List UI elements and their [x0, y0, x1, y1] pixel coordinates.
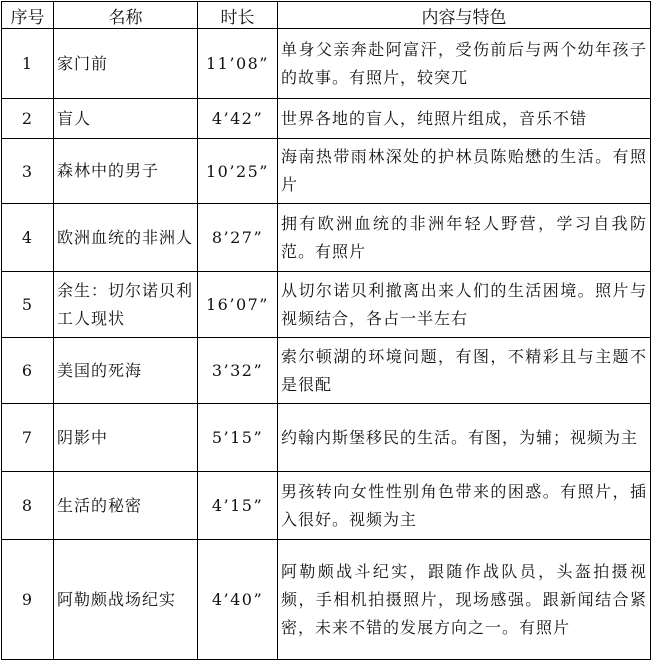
row-name: 盲人 [54, 99, 198, 139]
row-number: 1 [2, 29, 54, 99]
row-content: 阿勒颇战斗纪实，跟随作战队员，头盔拍摄视频，手相机拍摄照片，现场感强。跟新闻结合紧密，未来不错的发展方向之一。有照片 [278, 540, 651, 660]
row-duration: 5’15” [198, 404, 278, 472]
row-name: 美国的死海 [54, 338, 198, 404]
row-number: 3 [2, 139, 54, 204]
row-number: 7 [2, 404, 54, 472]
row-name: 家门前 [54, 29, 198, 99]
table-row [2, 204, 651, 272]
row-content: 从切尔诺贝利撤离出来人们的生活困境。照片与视频结合，各占一半左右 [278, 272, 651, 338]
row-number: 5 [2, 272, 54, 338]
header-duration: 时长 [198, 2, 278, 29]
table-row [2, 139, 651, 204]
row-content: 世界各地的盲人，纯照片组成，音乐不错 [278, 99, 651, 139]
row-content: 约翰内斯堡移民的生活。有图，为辅；视频为主 [278, 404, 651, 472]
header-no: 序号 [2, 2, 54, 29]
table-row [2, 540, 651, 660]
row-duration: 10’25” [198, 139, 278, 204]
row-name: 余生：切尔诺贝利工人现状 [54, 272, 198, 338]
table-row [2, 338, 651, 404]
header-row [2, 2, 651, 29]
documentary-table [1, 1, 651, 660]
row-content: 拥有欧洲血统的非洲年轻人野营，学习自我防范。有照片 [278, 204, 651, 272]
table-row [2, 272, 651, 338]
row-number: 9 [2, 540, 54, 660]
row-name: 欧洲血统的非洲人 [54, 204, 198, 272]
row-duration: 4’40” [198, 540, 278, 660]
header-content: 内容与特色 [278, 2, 651, 29]
row-name: 阴影中 [54, 404, 198, 472]
row-content: 男孩转向女性性别角色带来的困惑。有照片，插入很好。视频为主 [278, 472, 651, 540]
table-row [2, 29, 651, 99]
table-row [2, 472, 651, 540]
row-content: 海南热带雨林深处的护林员陈贻懋的生活。有照片 [278, 139, 651, 204]
row-name: 森林中的男子 [54, 139, 198, 204]
row-name: 生活的秘密 [54, 472, 198, 540]
row-number: 6 [2, 338, 54, 404]
row-duration: 11’08” [198, 29, 278, 99]
row-duration: 16’07” [198, 272, 278, 338]
row-content: 单身父亲奔赴阿富汗，受伤前后与两个幼年孩子的故事。有照片，较突兀 [278, 29, 651, 99]
table-row [2, 404, 651, 472]
row-number: 8 [2, 472, 54, 540]
row-content: 索尔顿湖的环境问题，有图，不精彩且与主题不是很配 [278, 338, 651, 404]
header-name: 名称 [54, 2, 198, 29]
row-number: 2 [2, 99, 54, 139]
row-duration: 4’15” [198, 472, 278, 540]
row-duration: 4’42” [198, 99, 278, 139]
table-row [2, 99, 651, 139]
row-duration: 3’32” [198, 338, 278, 404]
row-number: 4 [2, 204, 54, 272]
row-name: 阿勒颇战场纪实 [54, 540, 198, 660]
row-duration: 8’27” [198, 204, 278, 272]
